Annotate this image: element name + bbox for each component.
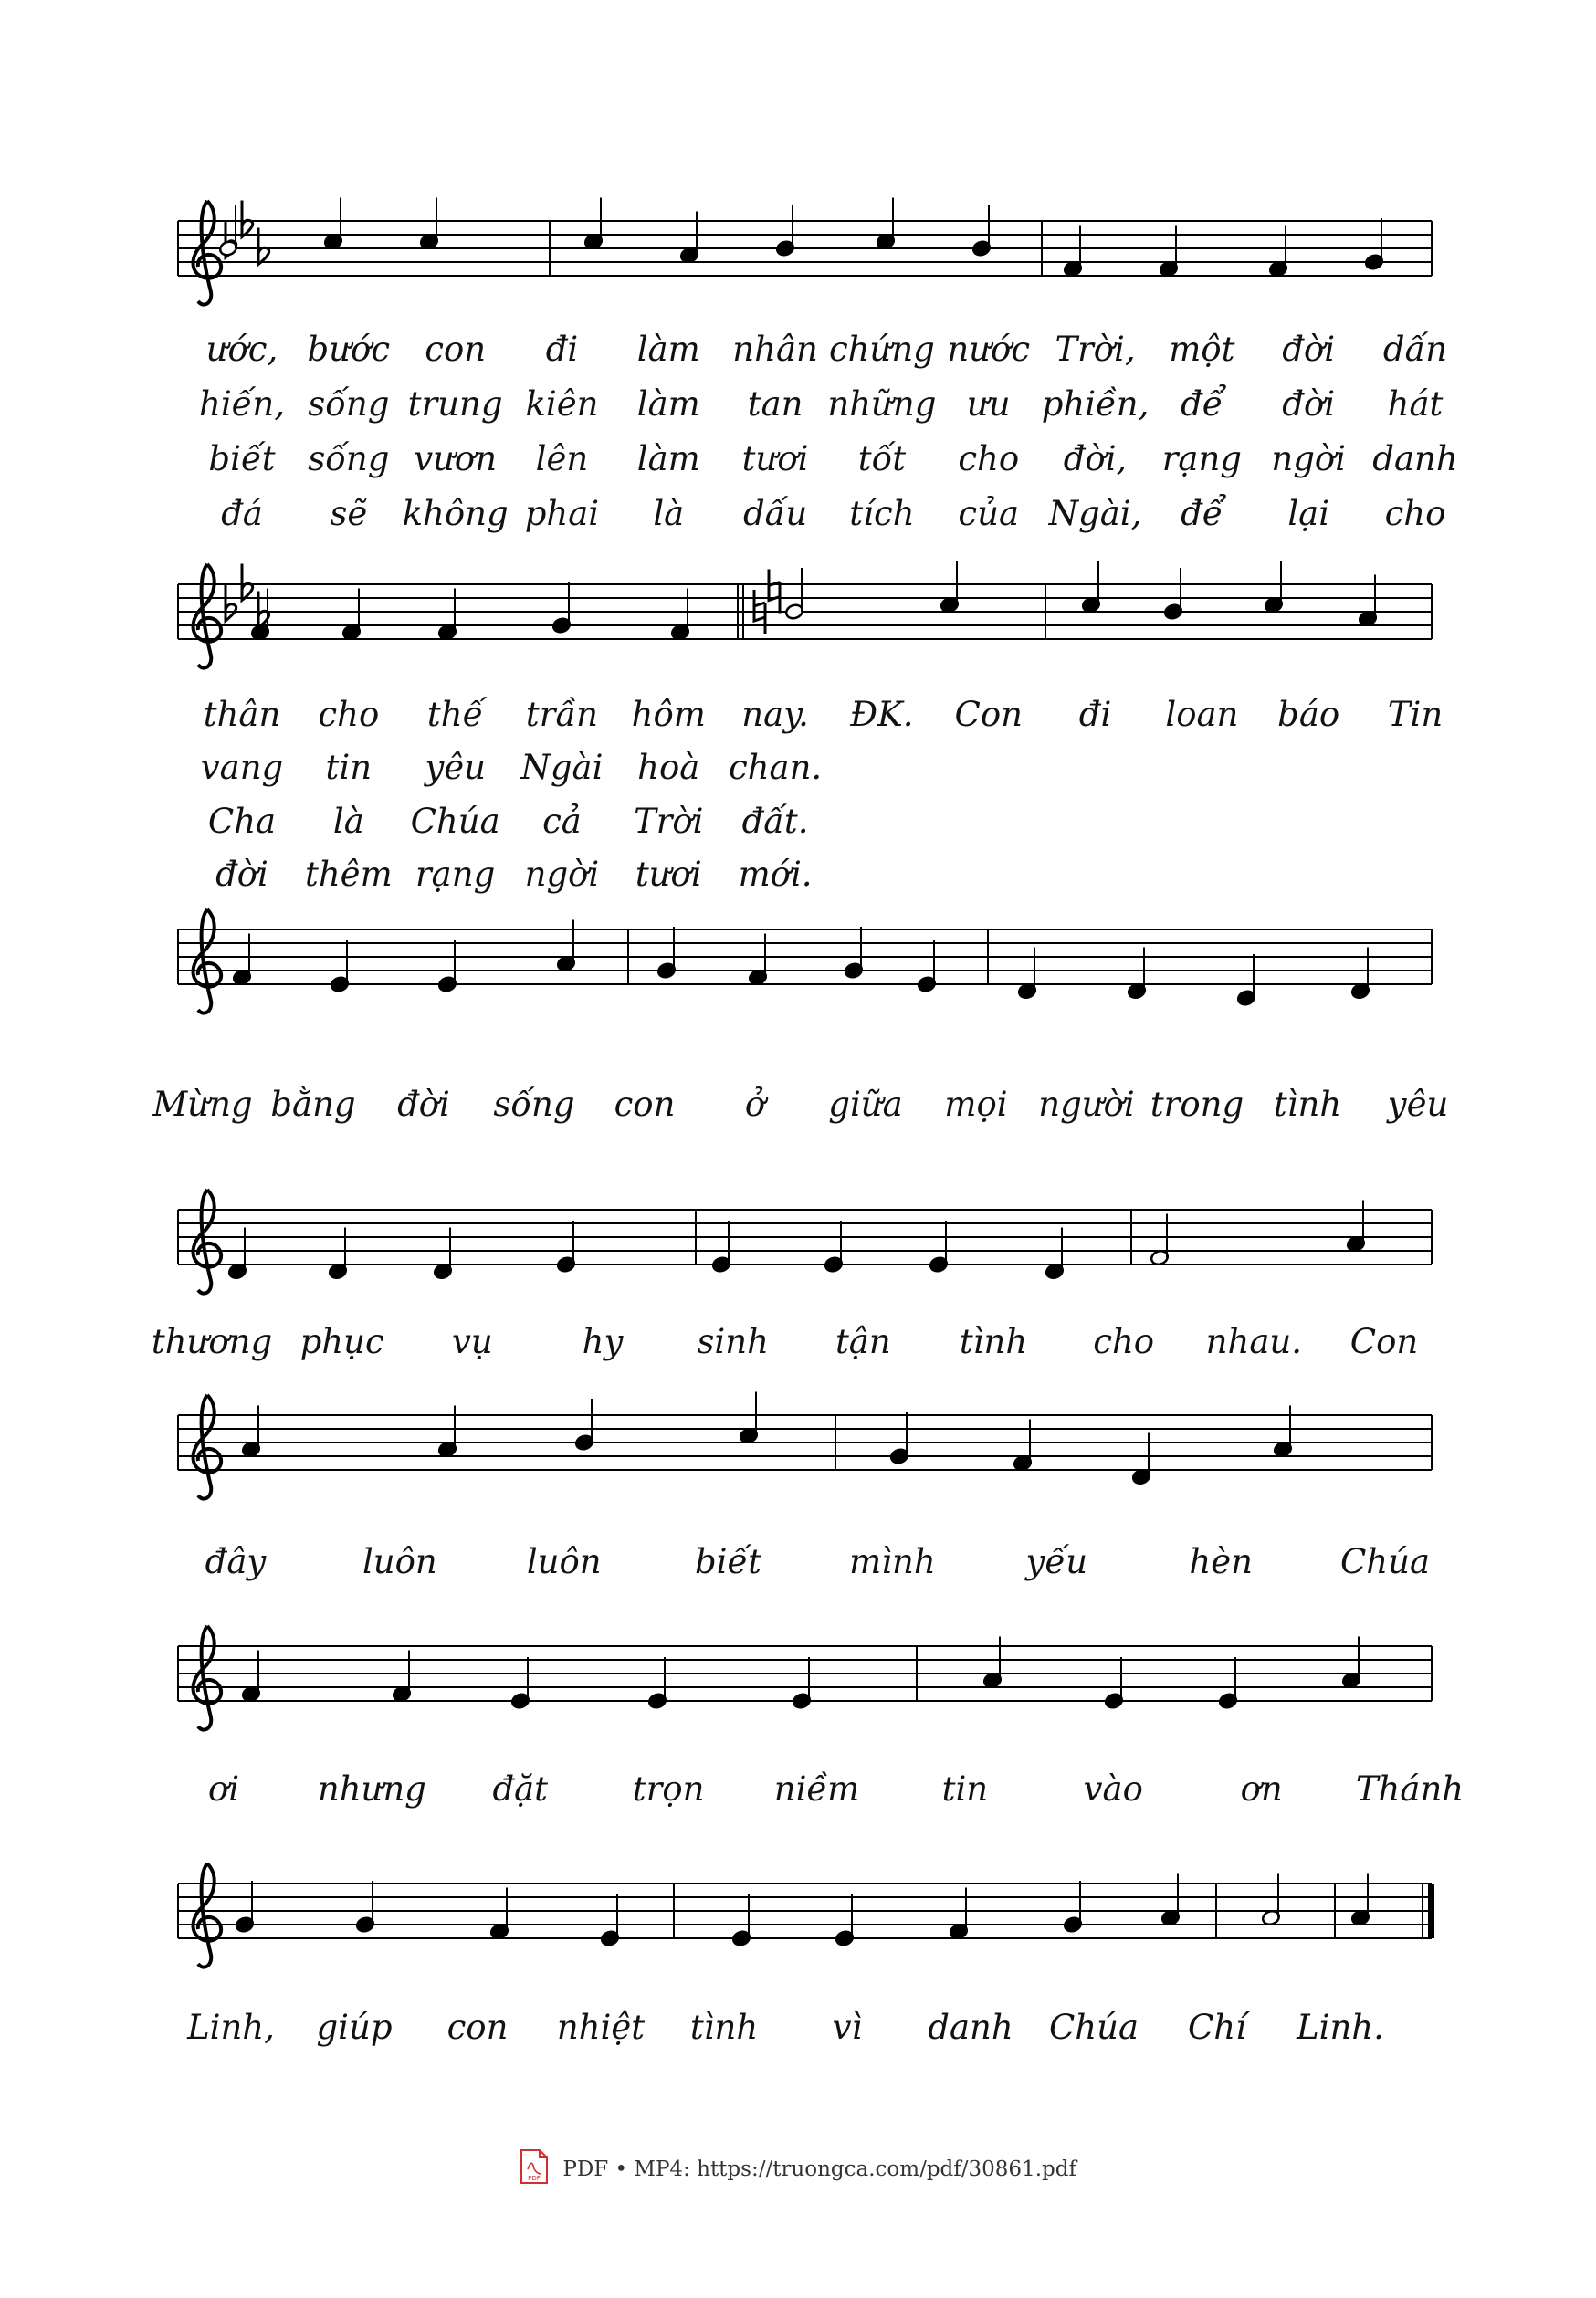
lyric-syllable: cho — [1093, 1322, 1155, 1361]
lyric-syllable: không — [402, 494, 509, 533]
lyric-syllable: tươi — [741, 439, 809, 478]
lyric-syllable: bước — [307, 330, 391, 369]
lyric-syllable: hèn — [1189, 1542, 1253, 1581]
lyric-syllable: sống — [308, 384, 390, 424]
lyric-syllable: tan — [747, 384, 803, 424]
svg-text:PDF: PDF — [528, 2175, 541, 2182]
lyric-syllable: phục — [299, 1322, 384, 1361]
lyric-syllable: Chí — [1188, 2008, 1246, 2047]
lyric-syllable: đất. — [741, 802, 809, 841]
lyric-syllable: Tin — [1387, 695, 1444, 734]
lyric-syllable: ngời — [1271, 439, 1346, 478]
lyric-syllable: kiên — [525, 384, 599, 424]
lyric-syllable: vào — [1083, 1769, 1143, 1809]
lyric-syllable: Chúa — [410, 802, 500, 841]
lyric-syllable: ơn — [1240, 1769, 1283, 1809]
lyric-syllable: dấn — [1382, 330, 1448, 369]
lyric-syllable: cả — [542, 802, 582, 841]
lyric-syllable: ĐK. — [850, 695, 914, 734]
lyric-syllable: Thánh — [1355, 1769, 1465, 1809]
lyric-syllable: con — [446, 2008, 509, 2047]
lyric-syllable: làm — [636, 439, 700, 478]
lyric-syllable: sinh — [697, 1322, 769, 1361]
lyric-syllable: Cha — [207, 802, 277, 841]
lyric-syllable: Trời, — [1055, 330, 1136, 369]
lyric-syllable: bằng — [270, 1085, 356, 1124]
lyric-syllable: tin — [325, 748, 373, 787]
lyric-syllable: ước, — [205, 330, 278, 369]
lyric-syllable: ngời — [524, 855, 600, 894]
lyric-syllable: chan. — [728, 748, 823, 787]
lyric-syllable: thêm — [304, 855, 393, 894]
lyric-syllable: vang — [200, 748, 284, 787]
flat-sign-icon — [242, 564, 253, 601]
lyric-syllable: làm — [636, 384, 700, 424]
lyric-syllable: hôm — [631, 695, 706, 734]
lyric-syllable: lên — [535, 439, 589, 478]
lyric-syllable: mới. — [738, 855, 813, 894]
lyric-syllable: trọn — [632, 1769, 705, 1809]
lyric-syllable: biết — [208, 439, 276, 478]
lyric-syllable: biết — [694, 1542, 762, 1581]
lyric-syllable: đặt — [492, 1769, 549, 1809]
lyric-syllable: hoà — [637, 748, 700, 787]
lyric-syllable: trung — [407, 384, 503, 424]
final-barline — [1428, 1884, 1434, 1938]
lyric-syllable: sống — [493, 1085, 575, 1124]
flat-sign-icon — [258, 228, 269, 265]
lyric-syllable: đi — [545, 330, 579, 369]
lyric-syllable: con — [425, 330, 487, 369]
lyric-syllable: tích — [849, 494, 915, 533]
lyric-syllable: vươn — [414, 439, 498, 478]
natural-sign-icon — [769, 570, 780, 614]
lyric-syllable: ơi — [207, 1769, 240, 1809]
lyric-syllable: dấu — [742, 494, 808, 533]
lyric-syllable: Con — [954, 695, 1023, 734]
lyric-syllable: Chúa — [1048, 2008, 1139, 2047]
lyric-syllable: cho — [318, 695, 380, 734]
lyric-syllable: để — [1181, 384, 1223, 424]
flat-sign-icon — [226, 584, 236, 621]
lyric-syllable: con — [614, 1085, 676, 1124]
lyric-syllable: ưu — [966, 384, 1011, 424]
lyric-syllable: đời — [1282, 384, 1336, 424]
lyric-syllable: đời — [215, 855, 268, 894]
lyric-syllable: tận — [835, 1322, 891, 1361]
lyric-syllable: trần — [525, 695, 598, 734]
lyric-syllable: tốt — [857, 439, 907, 478]
lyric-syllable: yếu — [1025, 1542, 1088, 1581]
lyric-syllable: cho — [1384, 494, 1446, 533]
lyric-syllable: danh — [928, 2008, 1013, 2047]
lyric-syllable: là — [332, 802, 364, 841]
treble-clef-icon — [194, 564, 222, 668]
lyric-syllable: Chúa — [1339, 1542, 1431, 1581]
lyric-syllable: thân — [203, 695, 281, 734]
lyric-syllable: Linh. — [1297, 2008, 1384, 2047]
lyric-syllable: đá — [221, 494, 263, 533]
treble-clef-icon — [194, 909, 222, 1013]
lyric-syllable: sống — [308, 439, 390, 478]
lyric-syllable: rạng — [1161, 439, 1242, 478]
lyric-syllable: thương — [151, 1322, 273, 1361]
lyric-syllable: làm — [636, 330, 700, 369]
lyric-syllable: ở — [744, 1085, 766, 1124]
lyric-syllable: phiền, — [1041, 384, 1150, 424]
flat-sign-icon — [242, 201, 253, 237]
lyric-syllable: luôn — [526, 1542, 602, 1581]
lyric-syllable: niềm — [773, 1769, 860, 1809]
lyric-syllable: Mừng — [152, 1085, 253, 1124]
lyric-syllable: đời — [1282, 330, 1336, 369]
lyric-syllable: người — [1038, 1085, 1135, 1124]
lyric-syllable: tình — [959, 1322, 1028, 1361]
lyric-syllable: nước — [947, 330, 1031, 369]
lyric-syllable: hát — [1387, 384, 1444, 424]
lyric-syllable: yêu — [1387, 1085, 1449, 1124]
lyric-syllable: vì — [832, 2008, 863, 2047]
lyric-syllable: nhiệt — [556, 2008, 646, 2047]
lyric-syllable: mình — [849, 1542, 936, 1581]
treble-clef-icon — [194, 1863, 222, 1967]
lyric-syllable: sẽ — [330, 494, 368, 533]
lyric-syllable: tươi — [635, 855, 702, 894]
lyric-syllable: nhau. — [1205, 1322, 1302, 1361]
footer — [0, 2149, 1596, 2189]
lyric-syllable: lại — [1287, 494, 1330, 533]
lyric-syllable: giữa — [828, 1085, 903, 1124]
lyric-syllable: tình — [1273, 1085, 1342, 1124]
lyric-syllable: hy — [582, 1322, 624, 1361]
lyric-syllable: đời — [397, 1085, 450, 1124]
lyric-syllable: những — [827, 384, 937, 424]
treble-clef-icon — [194, 1190, 222, 1294]
lyric-syllable: là — [653, 494, 685, 533]
lyric-syllable: báo — [1277, 695, 1340, 734]
lyric-syllable: đi — [1078, 695, 1112, 734]
lyric-syllable: trong — [1150, 1085, 1244, 1124]
lyric-syllable: đây — [205, 1542, 267, 1581]
treble-clef-icon — [194, 1626, 222, 1730]
lyric-syllable: nhân — [732, 330, 818, 369]
lyric-syllable: nay. — [741, 695, 809, 734]
lyric-syllable: rạng — [415, 855, 496, 894]
lyric-syllable: tình — [689, 2008, 759, 2047]
lyric-syllable: mọi — [944, 1085, 1008, 1124]
lyric-syllable: một — [1169, 330, 1235, 369]
lyric-syllable: thế — [426, 695, 484, 734]
pdf-file-icon — [520, 2149, 549, 2189]
treble-clef-icon — [194, 201, 222, 305]
lyric-syllable: Trời — [634, 802, 704, 841]
lyric-syllable: Linh, — [187, 2008, 275, 2047]
lyric-syllable: chứng — [828, 330, 935, 369]
lyric-syllable: Ngài, — [1048, 494, 1142, 533]
footer-link[interactable]: PDF • MP4: https://truongca.com/pdf/30861.pdf — [562, 2157, 1076, 2181]
lyric-syllable: luôn — [362, 1542, 437, 1581]
lyric-syllable: tin — [941, 1769, 989, 1809]
lyric-syllable: giúp — [316, 2008, 393, 2047]
lyric-syllable: của — [958, 494, 1020, 533]
lyric-syllable: để — [1181, 494, 1223, 533]
lyric-syllable: hiến, — [198, 384, 286, 424]
lyric-syllable: đời, — [1063, 439, 1128, 478]
lyric-syllable: nhưng — [317, 1769, 426, 1809]
lyric-syllable: Ngài — [520, 748, 604, 787]
treble-clef-icon — [194, 1395, 222, 1499]
lyric-syllable: danh — [1372, 439, 1458, 478]
lyric-syllable: cho — [958, 439, 1020, 478]
lyric-syllable: phai — [524, 494, 600, 533]
lyric-syllable: loan — [1165, 695, 1239, 734]
lyric-syllable: yêu — [425, 748, 486, 787]
lyric-syllable: Con — [1349, 1322, 1419, 1361]
lyric-syllable: vụ — [451, 1322, 493, 1361]
